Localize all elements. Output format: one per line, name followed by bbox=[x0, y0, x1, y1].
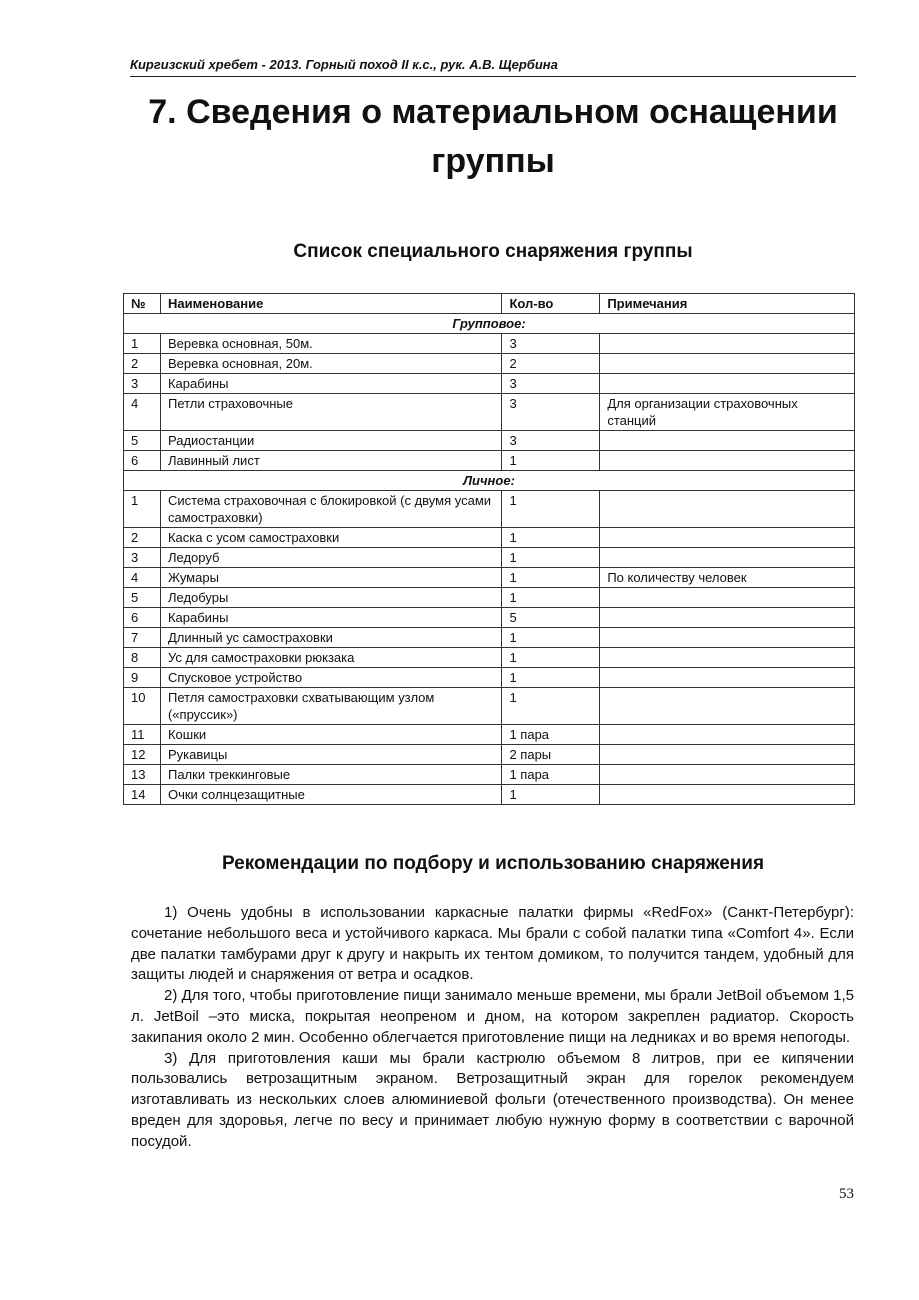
cell-name: Жумары bbox=[160, 568, 501, 588]
header-name: Наименование bbox=[160, 294, 501, 314]
table-row bbox=[124, 725, 855, 745]
cell-number: 6 bbox=[124, 608, 161, 628]
cell-quantity: 1 bbox=[502, 785, 600, 805]
cell-quantity: 1 bbox=[502, 648, 600, 668]
cell-notes bbox=[600, 334, 855, 354]
cell-notes bbox=[600, 491, 855, 528]
cell-notes bbox=[600, 588, 855, 608]
cell-number: 12 bbox=[124, 745, 161, 765]
cell-name: Лавинный лист bbox=[160, 451, 501, 471]
table-row bbox=[124, 491, 855, 528]
running-header: Киргизский хребет - 2013. Горный поход II к.с., рук. А.В. Щербина bbox=[130, 56, 856, 77]
table-row bbox=[124, 431, 855, 451]
chapter-title: 7. Сведения о материальном оснащении группы bbox=[148, 93, 838, 180]
table-row bbox=[124, 765, 855, 785]
cell-name: Ледобуры bbox=[160, 588, 501, 608]
cell-name: Рукавицы bbox=[160, 745, 501, 765]
cell-name: Длинный ус самостраховки bbox=[160, 628, 501, 648]
cell-quantity: 1 bbox=[502, 588, 600, 608]
cell-name: Ус для самостраховки рюкзака bbox=[160, 648, 501, 668]
cell-quantity: 1 bbox=[502, 491, 600, 528]
cell-name: Карабины bbox=[160, 608, 501, 628]
cell-number: 13 bbox=[124, 765, 161, 785]
cell-number: 3 bbox=[124, 374, 161, 394]
cell-number: 9 bbox=[124, 668, 161, 688]
cell-number: 10 bbox=[124, 688, 161, 725]
cell-notes bbox=[600, 548, 855, 568]
paragraph-jetboil: 2) Для того, чтобы приготовление пищи занимало меньше времени, мы брали JetBoil объемом 1,5 л. JetBoil –это миска, покрытая неопреном и дном, на котором закреплен радиатор. Скорость закипания около 2 мин. Особенно облегчается приготовление пищи на ледниках и во время непогоды. bbox=[131, 987, 854, 1046]
cell-notes bbox=[600, 688, 855, 725]
cell-quantity: 3 bbox=[502, 431, 600, 451]
cell-quantity: 1 bbox=[502, 528, 600, 548]
cell-quantity: 1 bbox=[502, 628, 600, 648]
cell-quantity: 1 bbox=[502, 451, 600, 471]
cell-number: 4 bbox=[124, 568, 161, 588]
table-row bbox=[124, 394, 855, 431]
cell-notes bbox=[600, 785, 855, 805]
cell-number: 5 bbox=[124, 588, 161, 608]
cell-quantity: 2 пары bbox=[502, 745, 600, 765]
table-row bbox=[124, 374, 855, 394]
cell-number: 7 bbox=[124, 628, 161, 648]
table-row bbox=[124, 548, 855, 568]
cell-number: 8 bbox=[124, 648, 161, 668]
cell-notes bbox=[600, 648, 855, 668]
cell-name: Система страховочная с блокировкой (с двумя усами самостраховки) bbox=[160, 491, 501, 528]
cell-number: 3 bbox=[124, 548, 161, 568]
table-row bbox=[124, 688, 855, 725]
cell-name: Петля самостраховки схватывающим узлом («пруссик») bbox=[160, 688, 501, 725]
cell-notes bbox=[600, 608, 855, 628]
table-header-row bbox=[124, 294, 855, 314]
paragraph-cooking: 3) Для приготовления каши мы брали кастрюлю объемом 8 литров, при ее кипячении пользовались ветрозащитным экраном. Ветрозащитный экран для горелок рекомендуем изготавливать из нескольких слоев алюминиевой фольги (отечественного производства). Он менее вреден для здоровья, легче по весу и принимает любую нужную форму в соответствии с варочной посудой. bbox=[131, 1049, 854, 1150]
cell-notes bbox=[600, 668, 855, 688]
cell-quantity: 3 bbox=[502, 374, 600, 394]
cell-name: Палки треккинговые bbox=[160, 765, 501, 785]
group-label: Групповое: bbox=[124, 314, 855, 334]
cell-quantity: 1 bbox=[502, 668, 600, 688]
header-notes: Примечания bbox=[600, 294, 855, 314]
cell-notes: Для организации страховочных станций bbox=[600, 394, 855, 431]
cell-quantity: 1 bbox=[502, 688, 600, 725]
cell-name: Ледоруб bbox=[160, 548, 501, 568]
cell-notes bbox=[600, 374, 855, 394]
group-label: Личное: bbox=[124, 471, 855, 491]
cell-quantity: 1 bbox=[502, 548, 600, 568]
page-number: 53 bbox=[839, 1186, 854, 1202]
header-quantity: Кол-во bbox=[502, 294, 600, 314]
cell-number: 4 bbox=[124, 394, 161, 431]
table-row bbox=[124, 668, 855, 688]
cell-name: Очки солнцезащитные bbox=[160, 785, 501, 805]
cell-notes bbox=[600, 354, 855, 374]
table-body bbox=[124, 314, 855, 805]
cell-name: Спусковое устройство bbox=[160, 668, 501, 688]
table-row bbox=[124, 451, 855, 471]
cell-notes bbox=[600, 765, 855, 785]
cell-name: Каска с усом самостраховки bbox=[160, 528, 501, 548]
table-row bbox=[124, 568, 855, 588]
cell-name: Карабины bbox=[160, 374, 501, 394]
recommendations-title: Рекомендации по подбору и использованию снаряжения bbox=[221, 853, 765, 874]
cell-quantity: 2 bbox=[502, 354, 600, 374]
header-number: № bbox=[124, 294, 161, 314]
cell-name: Веревка основная, 50м. bbox=[160, 334, 501, 354]
cell-name: Петли страховочные bbox=[160, 394, 501, 431]
cell-number: 6 bbox=[124, 451, 161, 471]
cell-name: Веревка основная, 20м. bbox=[160, 354, 501, 374]
cell-quantity: 1 пара bbox=[502, 765, 600, 785]
cell-number: 11 bbox=[124, 725, 161, 745]
cell-quantity: 3 bbox=[502, 334, 600, 354]
equipment-list-title: Список специального снаряжения группы bbox=[293, 241, 693, 262]
equipment-table bbox=[123, 293, 855, 805]
table-row bbox=[124, 745, 855, 765]
table-row bbox=[124, 334, 855, 354]
cell-notes bbox=[600, 451, 855, 471]
cell-quantity: 1 пара bbox=[502, 725, 600, 745]
cell-name: Радиостанции bbox=[160, 431, 501, 451]
cell-quantity: 3 bbox=[502, 394, 600, 431]
cell-quantity: 1 bbox=[502, 568, 600, 588]
table-row bbox=[124, 628, 855, 648]
cell-name: Кошки bbox=[160, 725, 501, 745]
cell-number: 2 bbox=[124, 528, 161, 548]
cell-number: 5 bbox=[124, 431, 161, 451]
paragraph-tents: 1) Очень удобны в использовании каркасные палатки фирмы «RedFox» (Санкт-Петербург): сочетание небольшого веса и устойчивого каркаса. Мы брали с собой палатки типа «Comfort 4». Если две палатки тамбурами друг к другу и накрыть их тентом домиком, то получится тандем, удобный для защиты людей и снаряжения от ветра и осадков. bbox=[131, 904, 854, 984]
cell-notes bbox=[600, 745, 855, 765]
table-row bbox=[124, 528, 855, 548]
cell-notes bbox=[600, 528, 855, 548]
cell-quantity: 5 bbox=[502, 608, 600, 628]
cell-notes: По количеству человек bbox=[600, 568, 855, 588]
cell-number: 2 bbox=[124, 354, 161, 374]
cell-number: 14 bbox=[124, 785, 161, 805]
table-row bbox=[124, 785, 855, 805]
cell-number: 1 bbox=[124, 334, 161, 354]
recommendations-text bbox=[131, 903, 854, 1153]
cell-notes bbox=[600, 431, 855, 451]
table-row bbox=[124, 648, 855, 668]
table-row bbox=[124, 354, 855, 374]
table-group-row bbox=[124, 314, 855, 334]
cell-notes bbox=[600, 725, 855, 745]
table-row bbox=[124, 588, 855, 608]
table-row bbox=[124, 608, 855, 628]
cell-notes bbox=[600, 628, 855, 648]
table-group-row bbox=[124, 471, 855, 491]
cell-number: 1 bbox=[124, 491, 161, 528]
